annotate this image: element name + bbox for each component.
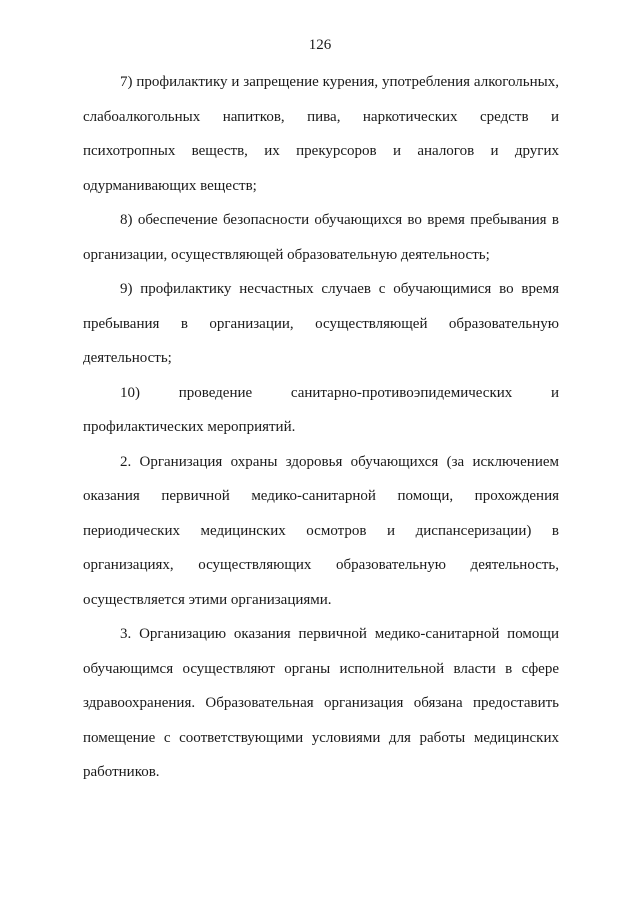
text-line: одурманивающих веществ; [83,177,257,194]
text-line: 7) профилактику и запрещение курения, употребления алкогольных, [120,74,559,90]
text-line: 9) профилактику несчастных случаев с обучающимися во время [120,281,559,297]
text-line: слабоалкогольных напитков, пива, наркотических средств и [83,108,559,125]
text-line: организациях, осуществляющих образовательную деятельность, [83,557,559,573]
page-number: 126 [308,37,332,53]
text-line: оказания первичной медико-санитарной помощи, прохождения [83,488,559,504]
paragraph-point-2 [83,445,559,618]
text-line: психотропных веществ, их прекурсоров и аналогов и других [83,143,559,159]
text-line: здравоохранения. Образовательная организация обязана предоставить [83,695,559,711]
paragraph-point-3 [83,617,559,790]
list-item-7 [83,65,559,203]
text-line: 3. Организацию оказания первичной медико-санитарной помощи [120,626,559,642]
text-line: работников. [83,764,160,780]
list-item-8 [83,203,559,272]
body-text [83,65,559,790]
text-line: профилактических мероприятий. [83,419,296,435]
text-line: деятельность; [83,350,172,366]
text-line: осуществляется этими организациями. [83,591,332,608]
text-line: 8) обеспечение безопасности обучающихся во время пребывания в [120,212,559,228]
text-line: 10) проведение санитарно-противоэпидемических и [120,384,559,401]
text-line: пребывания в организации, осуществляющей образовательную [83,315,559,332]
list-item-10 [83,376,559,445]
text-line: периодических медицинских осмотров и диспансеризации) в [83,522,559,539]
text-line: 2. Организация охраны здоровья обучающихся (за исключением [120,453,559,470]
list-item-9 [83,272,559,376]
text-line: обучающимся осуществляют органы исполнительной власти в сфере [83,660,559,677]
text-line: организации, осуществляющей образовательную деятельность; [83,246,490,263]
text-line: помещение с соответствующими условиями для работы медицинских [83,729,559,746]
